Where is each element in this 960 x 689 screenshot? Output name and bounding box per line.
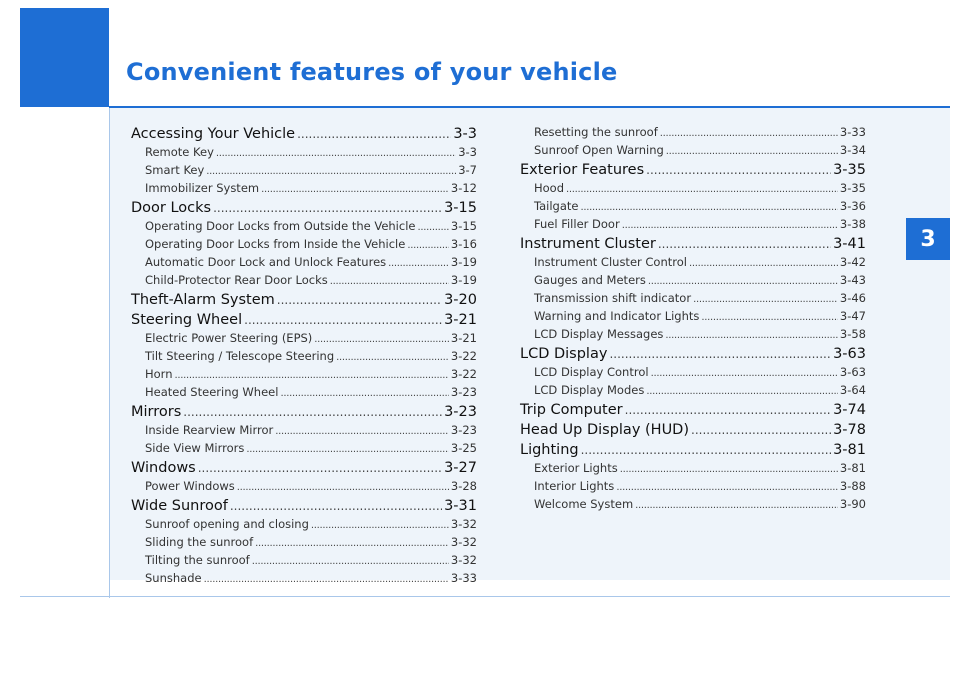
toc-page-number: 3-35	[839, 181, 866, 195]
toc-subsection-entry[interactable]	[131, 516, 477, 534]
toc-subsection-entry[interactable]	[131, 478, 477, 496]
toc-leader-dots	[581, 200, 838, 216]
toc-page-number: 3-32	[450, 553, 477, 567]
toc-section-entry[interactable]	[131, 496, 477, 516]
toc-leader-dots	[646, 384, 838, 400]
toc-entry-title: Child-Protector Rear Door Locks	[145, 273, 328, 287]
toc-leader-dots	[693, 292, 838, 308]
toc-leader-dots	[651, 366, 838, 382]
toc-entry-title: Interior Lights	[534, 479, 615, 493]
toc-entry-title: Operating Door Locks from Outside the Vehicle	[145, 219, 416, 233]
toc-entry-title: Fuel Filler Door	[534, 217, 620, 231]
toc-entry-title: Mirrors	[131, 404, 182, 420]
toc-leader-dots	[666, 144, 838, 160]
toc-leader-dots	[244, 310, 442, 330]
toc-subsection-entry[interactable]	[520, 364, 866, 382]
toc-entry-title: Sliding the sunroof	[145, 535, 254, 549]
toc-entry-title: Instrument Cluster	[520, 236, 656, 252]
toc-page-number: 3-42	[839, 255, 866, 269]
toc-subsection-entry[interactable]	[131, 534, 477, 552]
toc-subsection-entry[interactable]	[131, 144, 477, 162]
toc-subsection-entry[interactable]	[131, 162, 477, 180]
toc-page-number: 3-19	[450, 255, 477, 269]
toc-page-number: 3-47	[839, 309, 866, 323]
toc-leader-dots	[616, 480, 838, 496]
page-title: Convenient features of your vehicle	[126, 58, 618, 86]
toc-entry-title: Tilt Steering / Telescope Steering	[145, 349, 335, 363]
toc-entry-title: Gauges and Meters	[534, 273, 646, 287]
toc-page-number: 3-88	[839, 479, 866, 493]
toc-section-entry[interactable]	[520, 440, 866, 460]
margin-rule	[109, 108, 110, 598]
toc-subsection-entry[interactable]	[520, 180, 866, 198]
toc-leader-dots	[261, 182, 449, 198]
toc-page-number: 3-21	[444, 312, 477, 328]
toc-page-number: 3-19	[450, 273, 477, 287]
toc-subsection-entry[interactable]	[520, 496, 866, 514]
toc-leader-dots	[216, 146, 456, 162]
toc-leader-dots	[646, 160, 831, 180]
toc-leader-dots	[417, 220, 448, 236]
toc-leader-dots	[314, 332, 449, 348]
toc-entry-title: Accessing Your Vehicle	[131, 126, 296, 142]
toc-entry-title: Trip Computer	[520, 402, 623, 418]
toc-leader-dots	[407, 238, 449, 254]
toc-page-number: 3-90	[839, 497, 866, 511]
toc-entry-title: Tailgate	[534, 199, 579, 213]
toc-page-number: 3-15	[444, 200, 477, 216]
toc-subsection-entry[interactable]	[131, 440, 477, 458]
header-color-block	[20, 8, 109, 107]
toc-leader-dots	[620, 462, 838, 478]
toc-leader-dots	[635, 498, 838, 514]
toc-subsection-entry[interactable]	[131, 422, 477, 440]
toc-page-number: 3-33	[839, 125, 866, 139]
toc-page-number: 3-31	[444, 498, 477, 514]
toc-leader-dots	[255, 536, 449, 552]
toc-leader-dots	[252, 554, 449, 570]
toc-page-number: 3-43	[839, 273, 866, 287]
toc-subsection-entry[interactable]	[520, 290, 866, 308]
toc-leader-dots	[246, 442, 449, 458]
toc-entry-title: Tilting the sunroof	[145, 553, 250, 567]
chapter-number: 3	[920, 226, 936, 252]
toc-entry-title: Resetting the sunroof	[534, 125, 658, 139]
toc-leader-dots	[311, 518, 449, 534]
toc-page-number: 3-20	[444, 292, 477, 308]
toc-subsection-entry[interactable]	[131, 236, 477, 254]
toc-leader-dots	[701, 310, 837, 326]
toc-entry-title: LCD Display Control	[534, 365, 649, 379]
toc-page-number: 3-41	[833, 236, 866, 252]
toc-leader-dots	[581, 440, 831, 460]
toc-entry-title: Warning and Indicator Lights	[534, 309, 700, 323]
chapter-tab[interactable]	[906, 218, 950, 260]
toc-page-number: 3-34	[839, 143, 866, 157]
toc-page-number: 3-7	[458, 163, 477, 177]
toc-subsection-entry[interactable]	[131, 552, 477, 570]
toc-leader-dots	[330, 274, 449, 290]
toc-entry-title: Immobilizer System	[145, 181, 260, 195]
toc-leader-dots	[388, 256, 449, 272]
toc-page-number: 3-22	[450, 349, 477, 363]
toc-left-column	[131, 124, 477, 588]
toc-leader-dots	[275, 424, 449, 440]
toc-leader-dots	[230, 496, 442, 516]
toc-subsection-entry[interactable]	[131, 348, 477, 366]
toc-entry-title: Automatic Door Lock and Unlock Features	[145, 255, 387, 269]
toc-entry-title: Hood	[534, 181, 565, 195]
toc-leader-dots	[183, 402, 442, 422]
toc-entry-title: Instrument Cluster Control	[534, 255, 687, 269]
toc-page-number: 3-81	[833, 442, 866, 458]
toc-page-number: 3-27	[444, 460, 477, 476]
toc-page-number: 3-78	[833, 422, 866, 438]
toc-leader-dots	[204, 572, 449, 588]
toc-page-number: 3-22	[450, 367, 477, 381]
toc-entry-title: Power Windows	[145, 479, 235, 493]
toc-right-column	[520, 124, 866, 514]
toc-page-number: 3-12	[450, 181, 477, 195]
toc-leader-dots	[237, 480, 449, 496]
toc-leader-dots	[648, 274, 838, 290]
toc-entry-title: Wide Sunroof	[131, 498, 228, 514]
toc-leader-dots	[665, 328, 838, 344]
toc-page-number: 3-46	[839, 291, 866, 305]
toc-page-number: 3-63	[833, 346, 866, 362]
toc-leader-dots	[280, 386, 448, 402]
toc-subsection-entry[interactable]	[131, 272, 477, 290]
toc-leader-dots	[198, 458, 442, 478]
toc-entry-title: Side View Mirrors	[145, 441, 245, 455]
toc-page-number: 3-58	[839, 327, 866, 341]
toc-leader-dots	[658, 234, 831, 254]
toc-subsection-entry[interactable]	[520, 382, 866, 400]
toc-subsection-entry[interactable]	[131, 254, 477, 272]
toc-subsection-entry[interactable]	[520, 216, 866, 234]
toc-subsection-entry[interactable]	[520, 254, 866, 272]
toc-section-entry[interactable]	[520, 400, 866, 420]
toc-page-number: 3-81	[839, 461, 866, 475]
toc-page-number: 3-23	[450, 385, 477, 399]
toc-section-entry[interactable]	[131, 124, 477, 144]
toc-page-number: 3-36	[839, 199, 866, 213]
toc-subsection-entry[interactable]	[520, 198, 866, 216]
toc-subsection-entry[interactable]	[131, 366, 477, 384]
toc-entry-title: Operating Door Locks from Inside the Vehicle	[145, 237, 406, 251]
toc-subsection-entry[interactable]	[131, 570, 477, 588]
toc-page-number: 3-15	[450, 219, 477, 233]
toc-page-number: 3-28	[450, 479, 477, 493]
toc-section-entry[interactable]	[131, 458, 477, 478]
toc-leader-dots	[625, 400, 831, 420]
toc-entry-title: Theft-Alarm System	[131, 292, 275, 308]
toc-page-number: 3-33	[450, 571, 477, 585]
toc-section-entry[interactable]	[520, 234, 866, 254]
toc-entry-title: LCD Display Messages	[534, 327, 664, 341]
toc-subsection-entry[interactable]	[520, 326, 866, 344]
toc-page-number: 3-3	[453, 126, 477, 142]
toc-entry-title: Windows	[131, 460, 196, 476]
toc-entry-title: Inside Rearview Mirror	[145, 423, 274, 437]
toc-page-number: 3-16	[450, 237, 477, 251]
toc-subsection-entry[interactable]	[520, 124, 866, 142]
toc-entry-title: Remote Key	[145, 145, 214, 159]
toc-section-entry[interactable]	[131, 198, 477, 218]
toc-leader-dots	[336, 350, 449, 366]
toc-entry-title: Lighting	[520, 442, 579, 458]
toc-entry-title: LCD Display Modes	[534, 383, 645, 397]
toc-section-entry[interactable]	[131, 290, 477, 310]
toc-leader-dots	[297, 124, 451, 144]
toc-leader-dots	[206, 164, 456, 180]
toc-section-entry[interactable]	[131, 310, 477, 330]
toc-leader-dots	[175, 368, 449, 384]
toc-subsection-entry[interactable]	[131, 384, 477, 402]
toc-entry-title: Sunroof opening and closing	[145, 517, 309, 531]
toc-page-number: 3-74	[833, 402, 866, 418]
toc-subsection-entry[interactable]	[520, 478, 866, 496]
toc-page-number: 3-32	[450, 517, 477, 531]
toc-section-entry[interactable]	[131, 402, 477, 422]
toc-page-number: 3-35	[833, 162, 866, 178]
toc-subsection-entry[interactable]	[520, 460, 866, 478]
toc-entry-title: Electric Power Steering (EPS)	[145, 331, 313, 345]
toc-subsection-entry[interactable]	[520, 308, 866, 326]
toc-entry-title: Exterior Features	[520, 162, 645, 178]
toc-entry-title: Sunroof Open Warning	[534, 143, 664, 157]
toc-entry-title: Head Up Display (HUD)	[520, 422, 690, 438]
toc-page-number: 3-3	[458, 145, 477, 159]
toc-subsection-entry[interactable]	[131, 218, 477, 236]
toc-leader-dots	[660, 126, 838, 142]
toc-entry-title: LCD Display	[520, 346, 608, 362]
toc-page-number: 3-63	[839, 365, 866, 379]
toc-subsection-entry[interactable]	[131, 180, 477, 198]
toc-entry-title: Welcome System	[534, 497, 634, 511]
toc-entry-title: Heated Steering Wheel	[145, 385, 279, 399]
toc-entry-title: Sunshade	[145, 571, 202, 585]
toc-page-number: 3-23	[444, 404, 477, 420]
toc-entry-title: Door Locks	[131, 200, 212, 216]
toc-page-number: 3-23	[450, 423, 477, 437]
toc-leader-dots	[609, 344, 831, 364]
toc-leader-dots	[689, 256, 838, 272]
toc-leader-dots	[622, 218, 838, 234]
toc-entry-title: Exterior Lights	[534, 461, 618, 475]
toc-leader-dots	[277, 290, 442, 310]
toc-entry-title: Horn	[145, 367, 173, 381]
toc-leader-dots	[213, 198, 442, 218]
toc-subsection-entry[interactable]	[520, 142, 866, 160]
toc-entry-title: Transmission shift indicator	[534, 291, 692, 305]
toc-section-entry[interactable]	[520, 420, 866, 440]
toc-page-number: 3-21	[450, 331, 477, 345]
toc-leader-dots	[691, 420, 831, 440]
toc-section-entry[interactable]	[520, 344, 866, 364]
toc-page-number: 3-25	[450, 441, 477, 455]
footer-rule	[20, 596, 950, 597]
toc-entry-title: Steering Wheel	[131, 312, 243, 328]
toc-page-number: 3-32	[450, 535, 477, 549]
toc-subsection-entry[interactable]	[131, 330, 477, 348]
toc-entry-title: Smart Key	[145, 163, 205, 177]
toc-section-entry[interactable]	[520, 160, 866, 180]
toc-subsection-entry[interactable]	[520, 272, 866, 290]
toc-page-number: 3-38	[839, 217, 866, 231]
toc-leader-dots	[566, 182, 838, 198]
toc-page-number: 3-64	[839, 383, 866, 397]
